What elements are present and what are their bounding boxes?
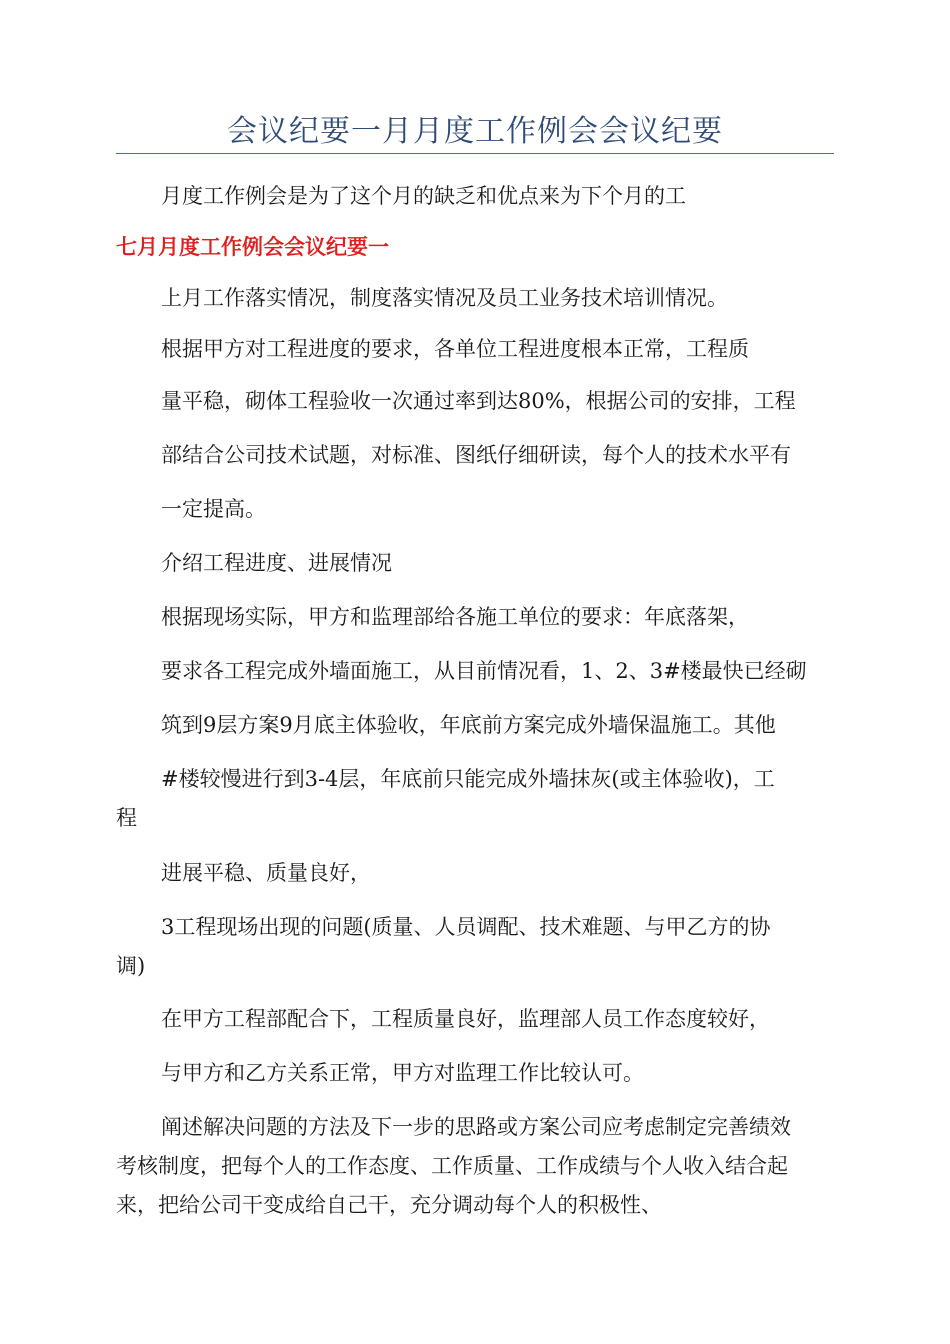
title-underline bbox=[116, 153, 834, 154]
body-line: 根据甲方对工程进度的要求，各单位工程进度根本正常，工程质 bbox=[161, 337, 749, 361]
body-line: 要求各工程完成外墙面施工，从目前情况看，1、2、3#楼最快已经砌 bbox=[161, 659, 807, 683]
section-heading: 七月月度工作例会会议纪要一 bbox=[116, 235, 389, 259]
body-line: 与甲方和乙方关系正常，甲方对监理工作比较认可。 bbox=[161, 1061, 644, 1085]
body-line: 来，把给公司干变成给自己干，充分调动每个人的积极性、 bbox=[116, 1193, 662, 1217]
body-line: 进展平稳、质量良好， bbox=[161, 861, 371, 885]
body-line: 考核制度，把每个人的工作态度、工作质量、工作成绩与个人收入结合起 bbox=[116, 1154, 788, 1178]
body-line: 量平稳，砌体工程验收一次通过率到达80%，根据公司的安排，工程 bbox=[161, 389, 796, 413]
body-line: 根据现场实际，甲方和监理部给各施工单位的要求：年底落架， bbox=[161, 605, 749, 629]
body-line: 部结合公司技术试题，对标准、图纸仔细研读，每个人的技术水平有 bbox=[161, 443, 791, 467]
body-line: #楼较慢进行到3-4层，年底前只能完成外墙抹灰(或主体验收)，工 bbox=[161, 767, 775, 791]
body-line: 一定提高。 bbox=[161, 497, 266, 521]
document-title: 会议纪要一月月度工作例会会议纪要 bbox=[227, 114, 723, 149]
intro-paragraph: 月度工作例会是为了这个月的缺乏和优点来为下个月的工 bbox=[161, 184, 686, 208]
body-line: 3工程现场出现的问题(质量、人员调配、技术难题、与甲乙方的协 bbox=[161, 915, 771, 939]
body-line: 阐述解决问题的方法及下一步的思路或方案公司应考虑制定完善绩效 bbox=[161, 1115, 791, 1139]
body-line: 介绍工程进度、进展情况 bbox=[161, 551, 392, 575]
body-line: 调) bbox=[116, 954, 146, 978]
body-line: 筑到9层方案9月底主体验收，年底前方案完成外墙保温施工。其他 bbox=[161, 713, 776, 737]
body-line: 在甲方工程部配合下，工程质量良好，监理部人员工作态度较好， bbox=[161, 1007, 770, 1031]
body-line: 上月工作落实情况，制度落实情况及员工业务技术培训情况。 bbox=[161, 286, 728, 310]
body-line: 程 bbox=[116, 806, 137, 830]
